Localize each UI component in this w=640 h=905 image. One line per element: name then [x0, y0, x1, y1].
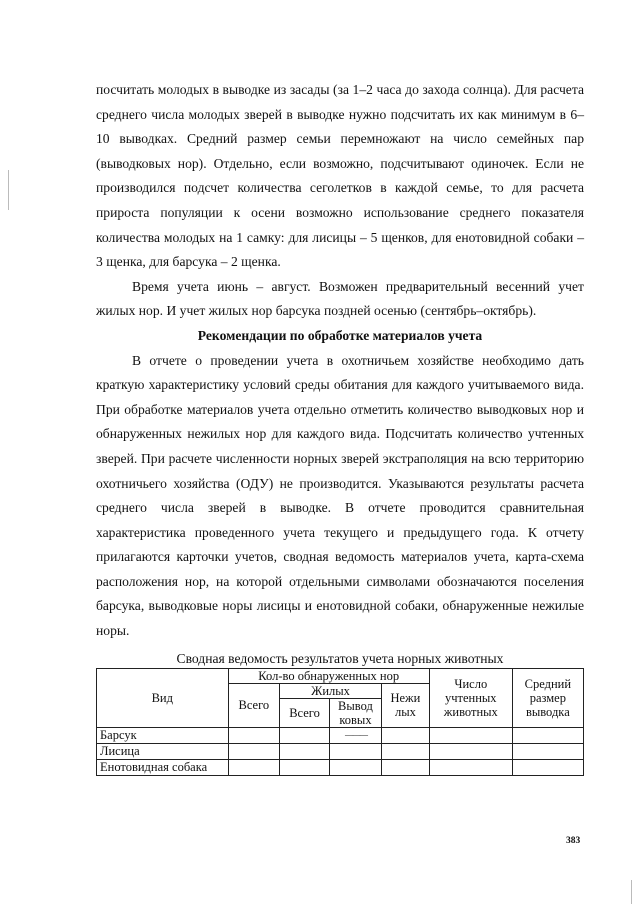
table-cell [429, 743, 512, 759]
table-cell [228, 727, 280, 743]
table-caption: Сводная ведомость результатов учета норных животных [176, 650, 504, 666]
table-row [97, 759, 584, 775]
header-total: Всего [228, 683, 280, 727]
table-cell-mark: ——— [329, 727, 381, 743]
table-cell [280, 759, 330, 775]
document-page [96, 78, 584, 776]
section-heading: Рекомендации по обработке материалов учета [197, 327, 483, 343]
header-inhabited: Жилых [280, 683, 382, 698]
header-uninhabited: Нежи лых [381, 683, 429, 727]
table-cell [329, 759, 381, 775]
table-cell [512, 743, 583, 759]
header-species: Вид [97, 668, 229, 727]
header-burrows-found: Кол-во обнаруженных нор [228, 668, 429, 683]
scan-edge-mark [631, 880, 632, 904]
table-cell [512, 727, 583, 743]
paragraph-1: посчитать молодых в выводке из засады (за 1–2 часа до захода солнца). Для расчета среднего числа молодых зверей в выводке нужно подсчитать их как минимум в 6–10 выводках. Средний размер семьи перемножают на число семейных пар (выводковых нор). Отдельно, если возможно, подсчитывают одиночек. Если не производился подсчет количества сеголетков в каждой семье, то для расчета прироста популяции к осени возможно использование среднего показателя количества молодых на 1 самку: для лисицы – 5 щенков, для енотовидной собаки – 3 щенка, для барсука – 2 щенка. [96, 82, 584, 270]
table-cell [381, 743, 429, 759]
table-cell [228, 759, 280, 775]
header-brood: Вывод ковых [329, 698, 381, 727]
table-cell [228, 743, 280, 759]
table-cell [381, 759, 429, 775]
paragraph-3: В отчете о проведении учета в охотничьем хозяйстве необходимо дать краткую характеристику условий среды обитания для каждого учитываемого вида. При обработке материалов учета отдельно отметить количество выводковых нор и обнаруженных нежилых нор для каждого вида. Подсчитать количество учтенных зверей. При расчете численности норных зверей экстраполяция на всю территорию охотничьего хозяйства (ОДУ) не производится. Указываются результаты расчета среднего числа зверей в выводке. В отчете проводится сравнительная характеристика проведенного учета текущего и предыдущего года. К отчету прилагаются карточки учетов, сводная ведомость материалов учета, карта-схема расположения нор, на которой отдельными символами обозначаются поселения барсука, выводковые норы лисицы и енотовидной собаки, обнаруженные нежилые норы. [96, 352, 584, 639]
table-row [97, 743, 584, 759]
row-species-name: Лисица [97, 743, 229, 759]
header-counted: Число учтенных животных [429, 668, 512, 727]
paragraph-2: Время учета июнь – август. Возможен предварительный весенний учет жилых нор. И учет жилых нор барсука поздней осенью (сентябрь–октябрь). [96, 278, 584, 319]
table-cell [512, 759, 583, 775]
table-row [97, 727, 584, 743]
table-cell [429, 759, 512, 775]
scan-edge-mark [8, 170, 9, 210]
table-cell [329, 743, 381, 759]
page-number: 383 [566, 836, 581, 846]
row-species-name: Енотовидная собака [97, 759, 229, 775]
summary-table [96, 668, 584, 776]
table-cell [381, 727, 429, 743]
table-cell [280, 727, 330, 743]
header-avg-size: Средний размер выводка [512, 668, 583, 727]
header-inhabited-total: Всего [280, 698, 330, 727]
row-species-name: Барсук [97, 727, 229, 743]
table-cell [280, 743, 330, 759]
table-cell [429, 727, 512, 743]
